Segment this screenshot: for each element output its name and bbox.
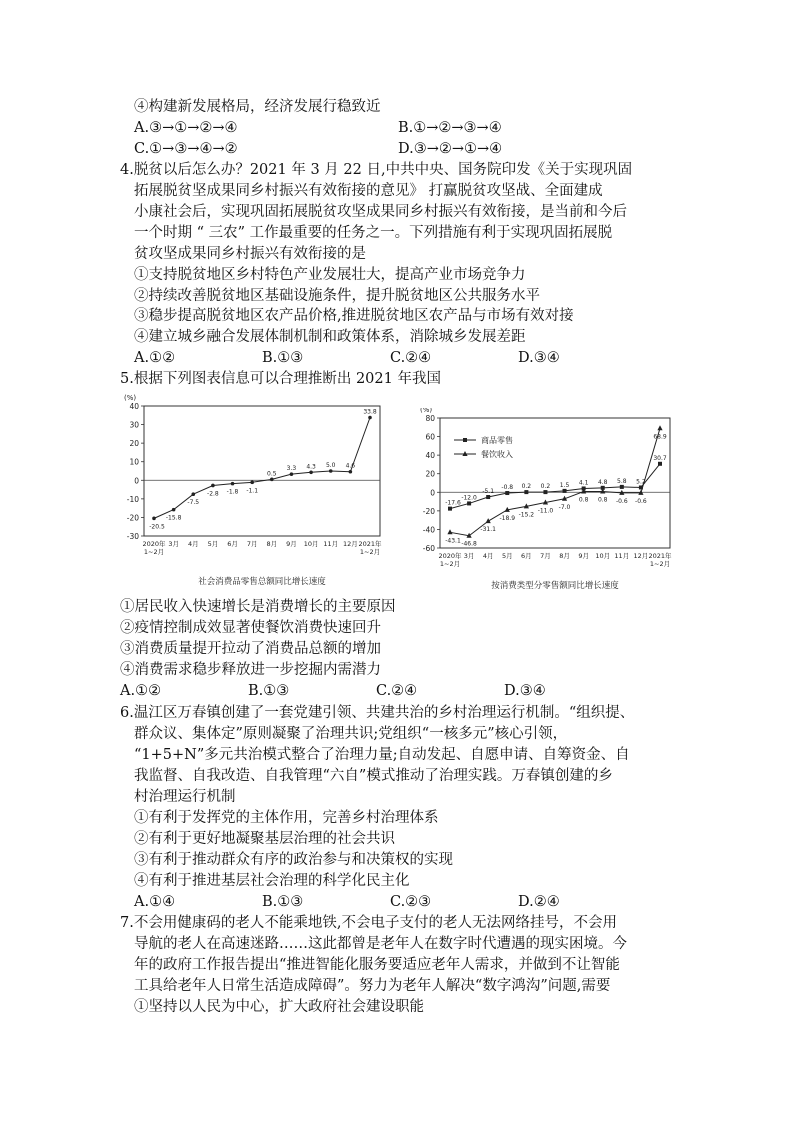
legend-marker-square [463,438,467,442]
q5-item-4: ④消费需求稳步释放进一步挖掘内需潜力 [120,662,381,678]
y-axis-unit-label: (%) [420,408,433,414]
y-tick-label: -20 [422,506,435,516]
x-tick-label: 12月 [633,552,649,560]
data-label: -12.0 [461,494,477,502]
q4-item-2: ②持续改善脱贫地区基础设施条件，提升脱贫地区公共服务水平 [134,288,540,304]
q6-item-1: ①有利于发挥党的主体作用，完善乡村治理体系 [134,810,439,826]
data-label: 68.9 [653,433,667,441]
x-tick-label: 6月 [521,552,532,560]
x-tick-label: 7月 [246,540,258,548]
data-label: 4.3 [306,463,316,471]
data-point-square [505,491,509,495]
data-label: 1.5 [559,481,570,489]
data-label: 0.5 [267,470,277,478]
q4-stem-line-5: 贫攻坚成果同乡村振兴有效衔接的是 [134,246,366,262]
q3-item-4: ④构建新发展格局，经济发展行稳致近 [134,99,381,115]
series-line [154,418,370,519]
chart-title: 按消费类型分零售额同比增长速度 [491,581,619,591]
data-label: 4.6 [345,462,356,470]
q6-option-c: C.②③ [390,894,432,910]
x-tick-label: 4月 [187,540,199,548]
chart-retail-total [118,392,386,596]
data-label: 0.2 [540,483,551,491]
q6-item-3: ③有利于推动群众有序的政治参与和决策权的实现 [134,852,453,868]
y-tick-label: 20 [425,469,435,479]
data-label: 4.8 [597,478,608,486]
data-point [152,517,156,521]
q6-stem-line-4: 我监督、自我改造、自我管理“六自”模式推动了治理实践。万春镇创建的乡 [134,768,613,784]
x-tick-label: 8月 [559,552,570,560]
q4-item-1: ①支持脱贫地区乡村特色产业发展壮大，提高产业市场竞争力 [134,267,526,283]
data-point [329,469,333,473]
data-point-square [620,485,624,489]
series-line [450,464,660,509]
q6-option-a: A.①④ [134,894,176,910]
q5-option-c: C.②④ [376,683,418,699]
q6-item-4: ④有利于推进基层社会治理的科学化民主化 [134,873,410,889]
q4-stem-line-2: 拓展脱贫坚成果同乡村振兴有效衔接的意见》 打赢脱贫攻坚战、全面建成 [134,183,603,199]
q3-option-d: D.③→②→①→④ [398,141,503,157]
q5-option-d: D.③④ [504,683,546,699]
y-tick-label: 10 [129,457,139,467]
x-tick-label: 8月 [266,540,278,548]
q3-option-b: B.①→②→③→④ [398,120,502,136]
q4-stem-line-3: 小康社会后，实现巩固拓展脱贫攻坚成果同乡村振兴有效衔接，是当前和今后 [134,204,627,220]
q6-item-2: ②有利于更好地凝聚基层治理的社会共识 [134,831,395,847]
q4-option-a: A.①② [134,350,176,366]
data-label: -18.9 [499,514,516,522]
data-point [290,472,294,476]
q7-stem-line-3: 年的政府工作报告提出“推进智能化服务要适应老年人需求，并做到不让智能 [134,957,620,973]
q4-item-4: ④建立城乡融合发展体制机制和政策体系，消除城乡发展差距 [134,329,526,345]
x-tick-label: 9月 [578,552,589,560]
q6-stem-line-5: 村治理运行机制 [134,789,236,805]
data-point-square [543,490,547,494]
data-label: -46.8 [461,540,477,548]
x-tick-label: 4月 [482,552,494,560]
y-tick-label: 0 [430,488,435,498]
x-tick-label: 2021年 1~2月 [648,552,672,568]
y-tick-label: -20 [126,513,139,523]
data-label: -5.1 [482,488,495,496]
q6-stem-line-2: 群众议、集体定”原则凝聚了治理共识;党组织“一核多元”核心引领， [134,726,568,742]
y-tick-label: 80 [425,414,435,423]
data-point [349,470,353,474]
chart-title: 社会消费品零售总额同比增长速度 [198,577,326,587]
x-tick-label: 7月 [540,552,551,560]
x-tick-label: 12月 [342,540,358,548]
y-tick-label: -60 [422,544,435,553]
y-tick-label: 20 [129,439,139,449]
q6-stem-line-1: 6.温江区万春镇创建了一套党建引领、共建共治的乡村治理运行机制。“组织提、 [120,705,635,721]
data-label: -17.6 [445,499,461,507]
q7-item-1: ①坚持以人民为中心，扩大政府社会建设职能 [134,999,424,1015]
x-tick-label: 2020年 1~2月 [142,540,166,556]
q7-stem-line-1: 7.不会用健康码的老人不能乘地铁,不会电子支付的老人无法网络挂号，不会用 [120,915,617,931]
y-axis-unit-label: (%) [124,394,137,402]
data-point [211,484,215,488]
data-label: -1.1 [246,487,259,495]
x-tick-label: 5月 [501,552,513,560]
data-label: -15.2 [518,511,535,519]
y-tick-label: -40 [422,525,435,535]
chart-by-type [414,408,678,596]
x-tick-label: 6月 [227,540,238,548]
chart-retail-total-svg [118,392,386,596]
data-label: -11.0 [537,507,554,515]
q6-stem-line-3: “1+5+N”多元共治模式整合了治理力量;自动发起、自愿申请、自筹资金、自 [134,747,630,763]
data-label: 5.8 [617,477,627,485]
data-label: -1.8 [226,488,239,496]
x-tick-label: 9月 [286,540,297,548]
q4-stem-line-4: 一个时期 “ 三农” 工作最重要的任务之一。下列措施有利于实现巩固拓展脱 [134,225,613,241]
q6-option-d: D.②④ [518,894,560,910]
data-point [309,471,313,475]
data-label: 33.8 [363,408,377,416]
x-tick-label: 2021年 1~2月 [358,540,382,556]
x-tick-label: 10月 [303,540,319,548]
data-label: 5.0 [325,462,336,469]
data-label: -15.8 [165,514,182,522]
q5-stem: 5.根据下列图表信息可以合理推断出 2021 年我国 [120,371,441,387]
y-tick-label: -10 [126,494,139,504]
q4-option-d: D.③④ [518,350,560,366]
y-tick-label: -30 [126,532,139,541]
data-point-square [524,490,528,494]
q5-item-1: ①居民收入快速增长是消费增长的主要原因 [120,599,396,615]
y-tick-label: 60 [425,432,435,442]
x-tick-label: 3月 [463,552,475,560]
data-label: -31.1 [480,526,496,534]
data-point [231,482,235,486]
q5-item-3: ③消费质量提开拉动了消费品总额的增加 [120,641,381,657]
data-point-square [658,462,662,466]
data-label: -0.8 [501,484,514,492]
q5-item-2: ②疫情控制成效显著使餐饮消费快速回升 [120,620,381,636]
q5-option-b: B.①③ [248,683,290,699]
x-tick-label: 11月 [614,552,630,560]
q3-option-a: A.③→①→②→④ [134,120,238,136]
data-label: -2.8 [207,490,219,498]
y-tick-label: 40 [425,451,435,461]
q4-stem-line-1: 4.脱贫以后怎么办？2021 年 3 月 22 日,中共中央、国务院印发《关于实现巩固 [120,162,633,178]
data-label: -7.5 [187,499,200,507]
q4-item-3: ③稳步提高脱贫地区农产品价格,推进脱贫地区农产品与市场有效对接 [134,308,574,324]
q4-option-c: C.②④ [390,350,432,366]
data-point-triangle [657,425,662,430]
y-tick-label: 40 [129,402,139,411]
x-tick-label: 5月 [207,540,219,548]
data-point [368,416,372,420]
data-label: -7.0 [558,503,571,511]
data-point [172,508,176,512]
data-point-square [448,507,452,511]
y-tick-label: 0 [134,476,139,486]
chart-by-type-svg [414,408,678,596]
data-point [191,492,195,496]
data-point-triangle [447,529,452,534]
data-label: -43.1 [445,537,461,545]
x-tick-label: 11月 [323,540,339,548]
data-label: -0.6 [615,497,628,505]
x-tick-label: 3月 [168,540,179,548]
data-label: 0.8 [578,496,589,504]
x-tick-label: 10月 [595,552,611,560]
q7-stem-line-4: 工具给老年人日常生活造成障碍”。努力为老年人解决“数字鸿沟”问题,需要 [134,978,611,994]
data-label: 30.7 [653,454,667,462]
data-label: 3.3 [286,465,297,473]
q4-option-b: B.①③ [262,350,304,366]
data-point-square [467,501,471,505]
data-label: 0.2 [521,483,532,491]
q3-option-c: C.①→③→④→② [134,141,238,157]
data-point-square [563,489,567,493]
q6-option-b: B.①③ [262,894,304,910]
data-point-square [486,495,490,499]
data-label: 4.1 [578,479,589,487]
q7-stem-line-2: 导航的老人在高速迷路……这此都曾是老年人在数字时代遭遇的现实困境。今 [134,936,627,952]
data-label: -20.5 [149,523,165,531]
y-tick-label: 30 [129,420,139,430]
data-label: -0.6 [635,497,647,505]
legend-label: 商品零售 [481,436,513,445]
legend-label: 餐饮收入 [481,450,513,459]
data-label: 0.8 [597,496,608,504]
x-tick-label: 2020年 1~2月 [438,552,462,568]
data-point [250,481,254,485]
q5-option-a: A.①② [120,683,162,699]
data-point [270,478,274,482]
data-label: 5.2 [636,478,646,486]
